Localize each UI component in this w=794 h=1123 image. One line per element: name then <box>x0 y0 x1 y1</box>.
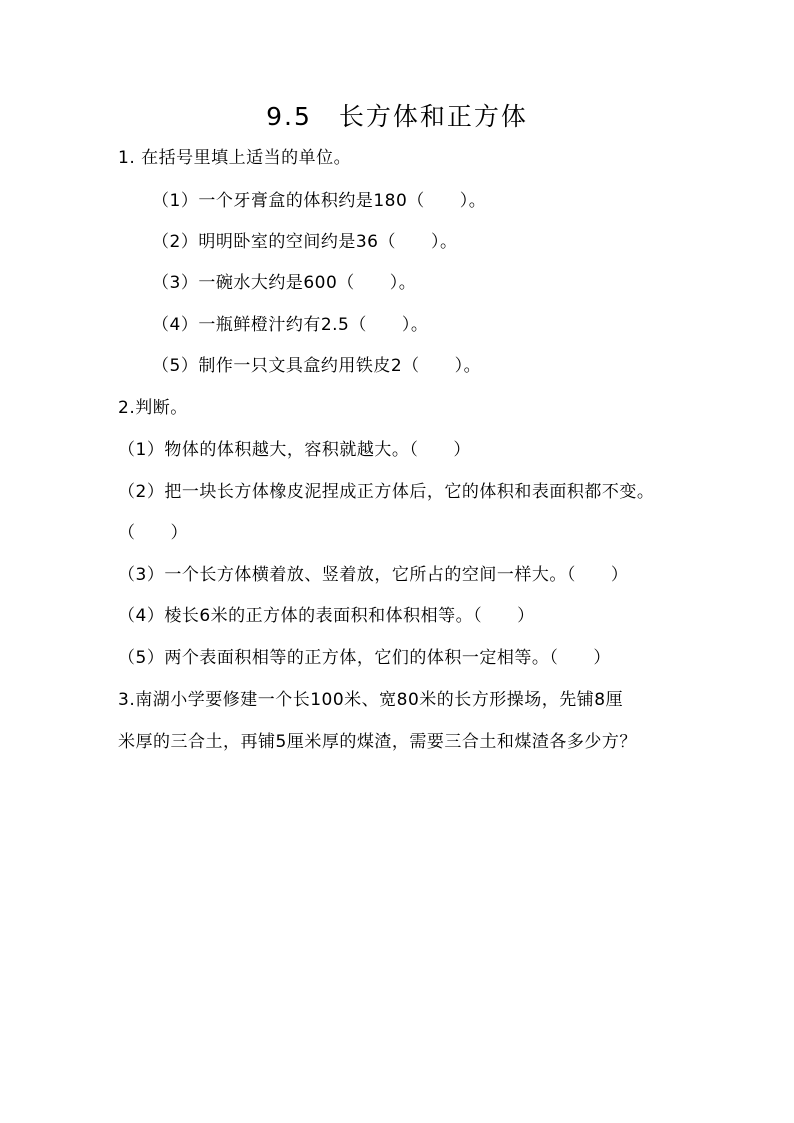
question-2-heading: 2.判断。 <box>118 398 188 418</box>
question-1-item-3: （3）一碗水大约是600（ ）。 <box>152 273 417 293</box>
question-3-line-2: 米厚的三合土，再铺5厘米厚的煤渣，需要三合土和煤渣各多少方？ <box>118 732 637 752</box>
question-2-item-3: （3）一个长方体横着放、竖着放，它所占的空间一样大。（ ） <box>118 565 629 585</box>
question-2-item-2-answer: （ ） <box>118 523 188 543</box>
question-3-line-1: 3.南湖小学要修建一个长100米、宽80米的长方形操场，先铺8厘 <box>118 690 624 710</box>
page-title: 9.5 长方体和正方体 <box>266 102 528 131</box>
question-2-item-2: （2）把一块长方体橡皮泥捏成正方体后，它的体积和表面积都不变。 <box>118 482 655 502</box>
question-2-item-4: （4）棱长6米的正方体的表面积和体积相等。（ ） <box>118 606 535 626</box>
question-1-item-5: （5）制作一只文具盒约用铁皮2（ ）。 <box>152 356 482 376</box>
question-1-heading: 1. 在括号里填上适当的单位。 <box>118 148 352 168</box>
question-1-item-1: （1）一个牙膏盒的体积约是180（ ）。 <box>152 191 487 211</box>
question-2-item-1: （1）物体的体积越大，容积就越大。（ ） <box>118 440 471 460</box>
question-1-item-2: （2）明明卧室的空间约是36（ ）。 <box>152 232 458 252</box>
question-2-item-5: （5）两个表面积相等的正方体，它们的体积一定相等。（ ） <box>118 648 611 668</box>
question-1-item-4: （4）一瓶鲜橙汁约有2.5（ ）。 <box>152 315 429 335</box>
